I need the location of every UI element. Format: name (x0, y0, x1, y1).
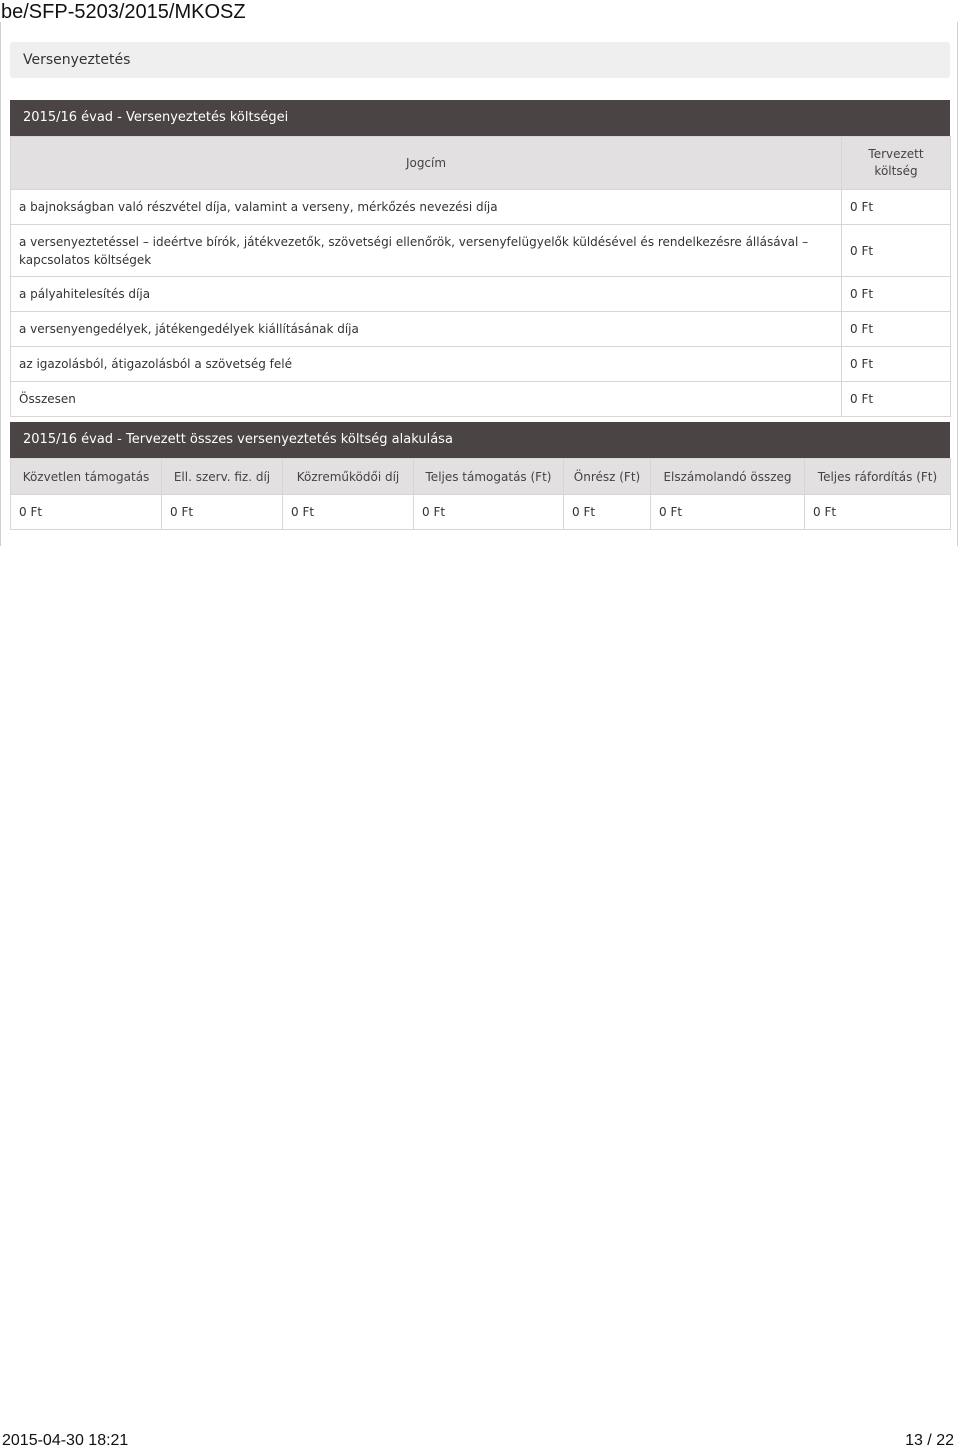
table-row (11, 190, 951, 225)
header-direct-support: Közvetlen támogatás (11, 459, 162, 495)
summary-header-row (11, 459, 951, 495)
value-control-fee: 0 Ft (162, 495, 283, 530)
costs-table-title: 2015/16 évad - Versenyeztetés költségei (10, 100, 950, 136)
value-total-expenditure: 0 Ft (805, 495, 951, 530)
value-direct-support: 0 Ft (11, 495, 162, 530)
value-total-support: 0 Ft (414, 495, 564, 530)
table-row (11, 347, 951, 382)
header-jogcim: Jogcím (11, 137, 842, 190)
row-value: 0 Ft (842, 190, 951, 225)
row-label: a pályahitelesítés díja (11, 277, 842, 312)
costs-table-header-row (11, 137, 951, 190)
table-row (11, 277, 951, 312)
header-accountable-amount: Elszámolandó összeg (651, 459, 805, 495)
row-label: az igazolásból, átigazolásból a szövetség felé (11, 347, 842, 382)
total-label: Összesen (11, 382, 842, 417)
value-contributor-fee: 0 Ft (283, 495, 414, 530)
row-value: 0 Ft (842, 277, 951, 312)
header-total-support: Teljes támogatás (Ft) (414, 459, 564, 495)
row-label: a versenyeztetéssel – ideértve bírók, játékvezetők, szövetségi ellenőrök, versenyfelügyelők küldésével és rendelkezésre állásával – kapcsolatos költségek (11, 225, 842, 277)
section-title: Versenyeztetés (10, 42, 950, 78)
summary-table (10, 458, 951, 530)
footer-page-number: 13 / 22 (905, 1432, 954, 1449)
row-value: 0 Ft (842, 225, 951, 277)
summary-values-row (11, 495, 951, 530)
header-control-fee: Ell. szerv. fiz. díj (162, 459, 283, 495)
row-label: a versenyengedélyek, játékengedélyek kiállításának díja (11, 312, 842, 347)
value-accountable-amount: 0 Ft (651, 495, 805, 530)
total-value: 0 Ft (842, 382, 951, 417)
document-id: be/SFP-5203/2015/MKOSZ (1, 1, 246, 23)
table-row (11, 225, 951, 277)
header-total-expenditure: Teljes ráfordítás (Ft) (805, 459, 951, 495)
header-planned-cost: Tervezett költség (842, 137, 951, 190)
costs-table (10, 136, 951, 417)
total-row (11, 382, 951, 417)
row-value: 0 Ft (842, 312, 951, 347)
header-own-share: Önrész (Ft) (564, 459, 651, 495)
summary-table-title: 2015/16 évad - Tervezett összes versenyeztetés költség alakulása (10, 422, 950, 458)
table-row (11, 312, 951, 347)
header-contributor-fee: Közreműködői díj (283, 459, 414, 495)
value-own-share: 0 Ft (564, 495, 651, 530)
row-value: 0 Ft (842, 347, 951, 382)
footer-timestamp: 2015-04-30 18:21 (2, 1432, 129, 1449)
row-label: a bajnokságban való részvétel díja, valamint a verseny, mérkőzés nevezési díja (11, 190, 842, 225)
